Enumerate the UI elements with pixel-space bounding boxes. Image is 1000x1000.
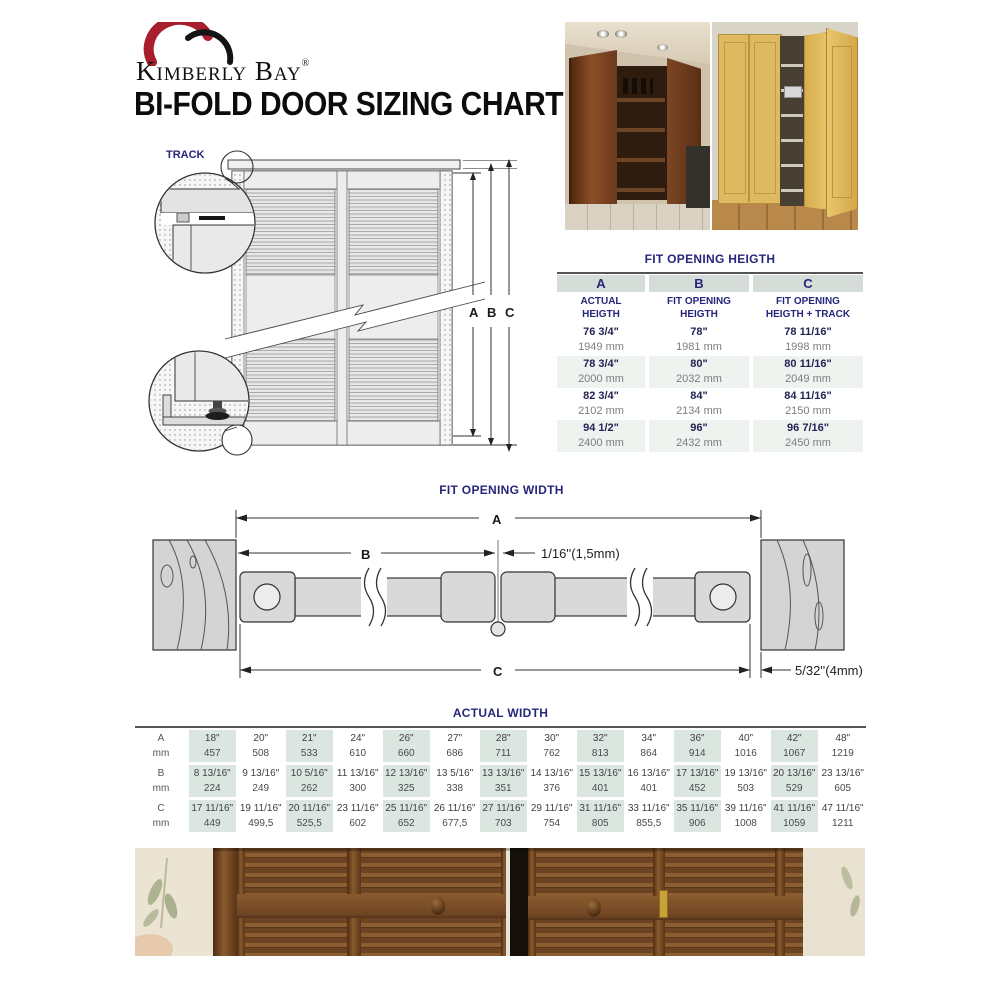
inch-value: 39 11/16" xyxy=(724,803,767,814)
mm-value: 2134 mm xyxy=(676,405,722,417)
inch-value: 15 13/16" xyxy=(579,768,622,779)
panel-inset xyxy=(754,42,776,194)
height-table-title: FIT OPENING HEIGTH xyxy=(644,252,776,266)
row-unit: mm xyxy=(152,818,170,829)
row-unit: mm xyxy=(152,748,170,759)
mm-value: 2000 mm xyxy=(578,373,624,385)
inch-value: 96" xyxy=(690,422,708,434)
col-subtitle-b xyxy=(649,292,749,324)
wall-right xyxy=(803,848,865,956)
inch-value: 8 13/16" xyxy=(193,768,231,779)
brand-name xyxy=(136,58,396,85)
subtitle-line: HEIGTH + TRACK xyxy=(765,308,851,320)
width-table-cell xyxy=(432,730,479,762)
brand-name-text: Kimberly Bay xyxy=(136,56,302,86)
width-table-cell xyxy=(820,800,867,832)
mm-value: 499,5 xyxy=(248,818,274,829)
mm-value: 855,5 xyxy=(636,818,662,829)
plant-svg xyxy=(803,848,865,956)
width-table xyxy=(135,726,866,832)
width-table-cell xyxy=(771,765,818,797)
louver-section xyxy=(349,339,438,421)
width-table-cell xyxy=(820,730,867,762)
pantry-shelves xyxy=(781,42,803,202)
width-table-cell xyxy=(432,765,479,797)
mm-value: 351 xyxy=(494,783,512,794)
width-dim-b: B xyxy=(361,547,371,562)
width-table-cell xyxy=(286,765,333,797)
inch-value: 42" xyxy=(786,733,802,744)
center-stiles xyxy=(337,171,347,445)
height-cell xyxy=(753,356,863,388)
width-table-cell xyxy=(674,730,721,762)
width-dim-a: A xyxy=(492,512,502,527)
inch-value: 80 11/16" xyxy=(784,358,832,370)
width-table-cell xyxy=(577,800,624,832)
mm-value: 529 xyxy=(785,783,803,794)
wall-right xyxy=(761,540,844,650)
inch-value: 12 13/16" xyxy=(385,768,428,779)
louver-section xyxy=(246,189,335,275)
inch-value: 35 11/16" xyxy=(676,803,719,814)
inch-value: 26 11/16" xyxy=(433,803,476,814)
gap-highlight xyxy=(506,848,510,956)
mm-value: 401 xyxy=(640,783,658,794)
inch-value: 27" xyxy=(447,733,463,744)
inch-value: 10 5/16" xyxy=(290,768,328,779)
inch-value: 17 11/16" xyxy=(191,803,234,814)
track-detail-top xyxy=(153,151,257,275)
mm-value: 703 xyxy=(494,818,512,829)
inch-value: 20 13/16" xyxy=(773,768,816,779)
width-table-cell xyxy=(480,730,527,762)
door-knob xyxy=(587,899,601,917)
width-table-cell xyxy=(626,730,673,762)
width-table-cell xyxy=(820,765,867,797)
height-cell xyxy=(557,324,645,356)
height-cell xyxy=(649,388,749,420)
col-subtitle-a xyxy=(557,292,645,324)
width-table-cell xyxy=(577,765,624,797)
width-dim-c: C xyxy=(493,664,503,679)
leading-edge-right xyxy=(501,572,555,622)
row-unit: mm xyxy=(152,783,170,794)
width-table-cell xyxy=(529,800,576,832)
inch-value: 11 13/16" xyxy=(336,768,379,779)
width-table-cell xyxy=(723,800,770,832)
mm-value: 762 xyxy=(543,748,561,759)
spotlight-icon xyxy=(615,30,627,38)
dark-cabinet xyxy=(686,146,710,208)
width-table-cell xyxy=(771,800,818,832)
inch-value: 78 11/16" xyxy=(784,326,832,338)
top-track xyxy=(228,160,517,169)
height-cell xyxy=(649,420,749,452)
wall-left xyxy=(153,540,236,650)
door-diagram xyxy=(133,143,525,465)
mm-value: 2049 mm xyxy=(785,373,831,385)
inch-value: 82 3/4" xyxy=(583,390,619,402)
inch-value: 30" xyxy=(544,733,560,744)
width-table-cell xyxy=(480,800,527,832)
mm-value: 1981 mm xyxy=(676,341,722,353)
width-table-cell xyxy=(383,730,430,762)
inch-value: 76 3/4" xyxy=(583,326,619,338)
inch-value: 13 13/16" xyxy=(482,768,525,779)
inch-value: 21" xyxy=(301,733,317,744)
pivot-hole-left xyxy=(254,584,280,610)
inch-value: 20 11/16" xyxy=(288,803,331,814)
row-letter: C xyxy=(157,803,165,814)
width-table-row-A xyxy=(135,730,866,762)
row-letter: B xyxy=(157,768,165,779)
mm-value: 805 xyxy=(591,818,609,829)
photo-strip-louvered-doors xyxy=(135,848,865,956)
mm-value: 1949 mm xyxy=(578,341,624,353)
mm-value: 1008 xyxy=(734,818,757,829)
width-diagram xyxy=(135,498,868,703)
inch-value: 33 11/16" xyxy=(627,803,670,814)
width-table-cell xyxy=(529,765,576,797)
mm-value: 401 xyxy=(591,783,609,794)
mm-value: 677,5 xyxy=(442,818,468,829)
mm-value: 503 xyxy=(737,783,755,794)
inch-value: 24" xyxy=(350,733,366,744)
col-header-b: B xyxy=(649,275,749,292)
width-table-cell xyxy=(723,765,770,797)
subtitle-line: FIT OPENING xyxy=(776,296,840,307)
door-frame-stile xyxy=(213,848,237,956)
mm-value: 1211 xyxy=(831,818,854,829)
callout-circle-bottom xyxy=(222,425,252,455)
inch-value: 14 13/16" xyxy=(530,768,573,779)
pantry-items xyxy=(784,86,802,98)
inch-value: 78 3/4" xyxy=(583,358,619,370)
col-subtitle-c xyxy=(753,292,863,324)
track-label: TRACK xyxy=(166,149,205,161)
spotlight-icon xyxy=(657,44,668,51)
width-table-cell xyxy=(189,730,236,762)
mm-value: 2450 mm xyxy=(785,437,831,449)
row-label xyxy=(135,765,187,797)
mm-value: 1016 xyxy=(734,748,757,759)
mm-value: 864 xyxy=(640,748,658,759)
width-table-cell xyxy=(529,730,576,762)
mid-rail xyxy=(237,894,509,918)
width-table-cell xyxy=(383,765,430,797)
mm-value: 1067 xyxy=(783,748,806,759)
width-table-cell xyxy=(626,765,673,797)
mm-value: 906 xyxy=(688,818,706,829)
col-header-a: A xyxy=(557,275,645,292)
mm-value: 660 xyxy=(397,748,415,759)
center-gap-label: 1/16''(1,5mm) xyxy=(541,546,620,561)
width-table-cell xyxy=(383,800,430,832)
height-table xyxy=(557,272,863,452)
folded-door-inset xyxy=(832,46,852,198)
mm-value: 602 xyxy=(349,818,367,829)
width-table-row-C xyxy=(135,800,866,832)
width-table-cell xyxy=(286,800,333,832)
width-table-cell xyxy=(286,730,333,762)
width-table-cell xyxy=(480,765,527,797)
inch-value: 29 11/16" xyxy=(530,803,573,814)
width-diagram-title: FIT OPENING WIDTH xyxy=(439,483,564,497)
mm-value: 754 xyxy=(543,818,561,829)
mm-value: 452 xyxy=(688,783,706,794)
folded-door-inner xyxy=(804,32,828,210)
inch-value: 23 11/16" xyxy=(336,803,379,814)
bottles xyxy=(623,78,653,94)
mm-value: 610 xyxy=(349,748,367,759)
inch-value: 13 5/16" xyxy=(436,768,474,779)
width-table-cell xyxy=(771,730,818,762)
mm-value: 2150 mm xyxy=(785,405,831,417)
width-table-cell xyxy=(626,800,673,832)
inch-value: 18" xyxy=(204,733,220,744)
inch-value: 48" xyxy=(835,733,851,744)
mm-value: 457 xyxy=(203,748,221,759)
mm-value: 508 xyxy=(252,748,270,759)
registered-mark: ® xyxy=(301,58,311,69)
inch-value: 32" xyxy=(592,733,608,744)
mm-value: 300 xyxy=(349,783,367,794)
mm-value: 1219 xyxy=(831,748,854,759)
inch-value: 31 11/16" xyxy=(579,803,622,814)
photo-wood-bifold xyxy=(565,22,710,230)
inch-value: 96 7/16" xyxy=(787,422,829,434)
pivot-hole-right xyxy=(710,584,736,610)
inch-value: 84" xyxy=(690,390,708,402)
height-cell xyxy=(557,388,645,420)
height-cell xyxy=(557,356,645,388)
inch-value: 23 13/16" xyxy=(821,768,864,779)
height-cell xyxy=(649,356,749,388)
width-table-cell xyxy=(238,800,285,832)
width-table-cell xyxy=(432,800,479,832)
subtitle-line: ACTUAL xyxy=(580,296,622,307)
mm-value: 2102 mm xyxy=(578,405,624,417)
mm-value: 652 xyxy=(397,818,415,829)
inch-value: 41 11/16" xyxy=(773,803,816,814)
mm-value: 224 xyxy=(203,783,221,794)
open-door-left xyxy=(569,50,617,212)
dim-label-b: B xyxy=(487,305,497,320)
mm-value: 249 xyxy=(252,783,270,794)
inch-value: 78" xyxy=(690,326,708,338)
height-cell xyxy=(753,324,863,356)
inch-value: 28" xyxy=(495,733,511,744)
width-table-cell xyxy=(577,730,624,762)
width-table-cell xyxy=(335,765,382,797)
inch-value: 17 13/16" xyxy=(676,768,719,779)
mm-value: 711 xyxy=(495,748,512,759)
mm-value: 338 xyxy=(446,783,464,794)
width-table-cell xyxy=(189,800,236,832)
mm-value: 525,5 xyxy=(296,818,322,829)
inch-value: 47 11/16" xyxy=(821,803,864,814)
aligner xyxy=(491,622,505,636)
mm-value: 605 xyxy=(834,783,852,794)
width-table-cell xyxy=(238,765,285,797)
inch-value: 34" xyxy=(641,733,657,744)
side-gap-label: 5/32''(4mm) xyxy=(795,663,863,678)
dim-label-c: C xyxy=(505,305,515,320)
panel-seam xyxy=(748,34,750,202)
width-table-cell xyxy=(674,800,721,832)
page-title: BI-FOLD DOOR SIZING CHART xyxy=(134,86,564,123)
inch-value: 20" xyxy=(253,733,269,744)
inch-value: 36" xyxy=(689,733,705,744)
height-cell xyxy=(649,324,749,356)
mm-value: 2432 mm xyxy=(676,437,722,449)
width-table-cell xyxy=(335,730,382,762)
inch-value: 25 11/16" xyxy=(385,803,428,814)
brass-hinge xyxy=(659,890,668,918)
mm-value: 325 xyxy=(397,783,415,794)
dim-label-a: A xyxy=(469,305,479,320)
panel-inset xyxy=(724,42,746,194)
strip-top-shadow xyxy=(213,848,803,851)
width-table-cell xyxy=(189,765,236,797)
width-table-section xyxy=(135,706,866,835)
width-table-cell xyxy=(238,730,285,762)
door-knob xyxy=(431,897,445,915)
mm-value: 449 xyxy=(203,818,221,829)
mm-value: 2400 mm xyxy=(578,437,624,449)
height-cell xyxy=(753,420,863,452)
leading-edge-left xyxy=(441,572,495,622)
inch-value: 84 11/16" xyxy=(784,390,832,402)
mm-value: 376 xyxy=(543,783,561,794)
width-table-title: ACTUAL WIDTH xyxy=(452,706,549,720)
height-table-section xyxy=(557,252,863,452)
inch-value: 19 11/16" xyxy=(239,803,282,814)
row-letter: A xyxy=(157,733,165,744)
louver-section xyxy=(246,339,335,421)
row-label xyxy=(135,800,187,832)
inch-value: 26" xyxy=(398,733,414,744)
mm-value: 813 xyxy=(591,748,609,759)
mm-value: 914 xyxy=(688,748,706,759)
mm-value: 2032 mm xyxy=(676,373,722,385)
mm-value: 262 xyxy=(300,783,318,794)
door-opening-gap xyxy=(509,848,528,956)
louver-section xyxy=(349,189,438,275)
inch-value: 9 13/16" xyxy=(242,768,280,779)
mm-value: 686 xyxy=(446,748,464,759)
mm-value: 1998 mm xyxy=(785,341,831,353)
inch-value: 16 13/16" xyxy=(627,768,670,779)
inch-value: 94 1/2" xyxy=(583,422,619,434)
col-header-c: C xyxy=(753,275,863,292)
height-cell xyxy=(753,388,863,420)
door-top-view-bar xyxy=(240,540,750,636)
subtitle-line: FIT OPENING xyxy=(667,296,731,307)
width-table-cell xyxy=(723,730,770,762)
inch-value: 27 11/16" xyxy=(482,803,525,814)
mm-value: 1059 xyxy=(783,818,806,829)
inch-value: 40" xyxy=(738,733,754,744)
brand-logo xyxy=(136,22,396,85)
inch-value: 19 13/16" xyxy=(724,768,767,779)
mm-value: 533 xyxy=(300,748,318,759)
width-table-row-B xyxy=(135,765,866,797)
subtitle-line: HEIGTH xyxy=(680,308,718,320)
row-label xyxy=(135,730,187,762)
inch-value: 80" xyxy=(690,358,708,370)
subtitle-line: HEIGTH xyxy=(582,308,620,320)
width-table-cell xyxy=(674,765,721,797)
photo-maple-bifold xyxy=(712,22,858,230)
width-table-cell xyxy=(335,800,382,832)
spotlight-icon xyxy=(597,30,609,38)
height-cell xyxy=(557,420,645,452)
